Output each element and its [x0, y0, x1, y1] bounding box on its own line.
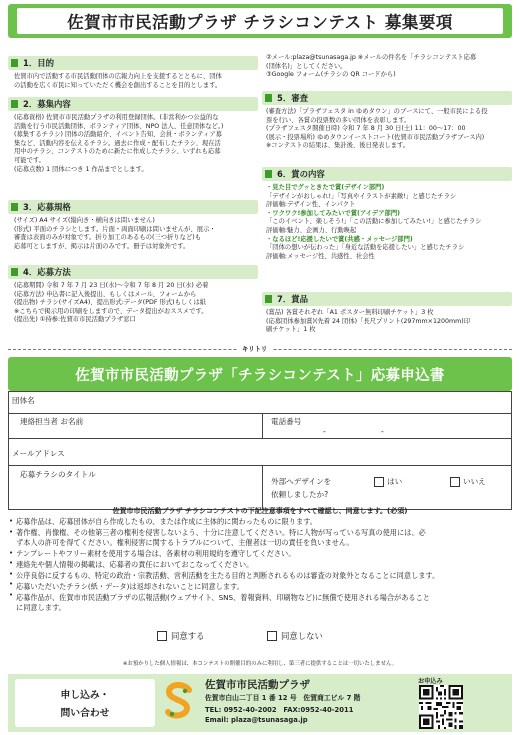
org-name: 佐賀市市民活動プラザ [205, 679, 310, 691]
disagree-checkbox[interactable] [267, 631, 277, 641]
qr-label: お申込み [418, 678, 443, 685]
contact-label-line1: 申し込み・ [60, 690, 110, 701]
agreement-item: 公序良俗に反するもの、特定の政治・宗教活動、営利活動を主たる目的と判断されるものは審査の対象外となることに同意します。 [16, 571, 440, 580]
agreement-item: 応募作品は、応募団体が自ら作成したもの、または作成に主体的に関わったものに限ります。 [16, 517, 317, 526]
org-name-label: 団体名 [12, 396, 35, 405]
flyer-title-field[interactable] [11, 480, 261, 508]
phone-field[interactable] [264, 426, 509, 437]
outsourced-no-checkbox[interactable] [450, 477, 460, 487]
agreement-item: 連絡先や個人情報の掲載は、応募者の責任においておこなってください。 [16, 560, 254, 569]
contact-label-line2: 問い合わせ [60, 708, 110, 719]
yes-label: はい [387, 477, 403, 486]
submission-continued: ②メール:plaza@tsunasaga.jp ※メールの件名を「チラシコンテスト応募 (団体名)」としてください。 ③Google フォーム(チラシの QR コードから) [266, 54, 477, 79]
agree-label: 同意する [171, 631, 205, 641]
contact-box [15, 679, 155, 727]
org-name-field[interactable] [59, 392, 509, 413]
agreement-item: テンプレートやフリー素材を使用する場合は、各素材の利用規約を遵守してください。 [16, 549, 296, 558]
section-method-heading: 4．応募方法 [8, 265, 258, 279]
email-field[interactable] [79, 440, 509, 464]
agreement-item: 応募いただいたチラシ(紙・データ)は返却されないことに同意します。 [16, 582, 244, 591]
section-marker-icon [265, 94, 272, 102]
section-marker-icon [265, 295, 272, 303]
section-purpose-body: 佐賀市内で活動する市民活動団体の広報力向上を支援するとともに、団体 の活動を広く市民に知っていただく機会を創出することを目的とします。 [14, 73, 222, 89]
plaza-logo-icon [163, 682, 195, 722]
address: 佐賀市白山二丁目 1 番 12 号 佐賀商工ビル 7 階 [205, 694, 361, 702]
agreement-item: 著作権、肖像権、その他第三者の権利を侵害しないよう、十分に注意してください。特に人物が写っている写真の使用には、必 ず本人の許可を得てください。権利侵害に関するトラブルについて、主催者は一切の責任を負いません。 [16, 528, 426, 548]
outsourced-yes-checkbox[interactable] [374, 477, 384, 487]
privacy-note: ※お預かりした個人情報は、本コンテストの開催目的のみに利用し、第三者に提供することは一切いたしません。 [122, 661, 398, 667]
section-review-heading: 5．審査 [262, 91, 512, 105]
section-awards-heading: 6．賞の内容 [262, 167, 512, 181]
section-marker-icon [11, 59, 18, 67]
section-marker-icon [11, 268, 18, 276]
section-content-body: (応募資格) 佐賀市市民活動プラザの利用登録団体。(非営利かつ公益的な 活動を行う市民活動団体、ボランティア団体、NPO 法人、任意団体など。) (募集するチラシ) 団体の活動紹介、イベント告知、会員・ボランティア募 集など、活動内容を伝えるチラシ。過去に作成・配布したチラシ、現在活 用中のチラシ、コンテストのために新たに作成したチラシ、いずれも応募 可能です。 (応募点数) 1 団体につき 1 作品までとします。 [14, 114, 224, 173]
agree-checkbox[interactable] [157, 631, 167, 641]
section-prizes-body: (賞品) 各賞それぞれ「A1 ポスター無料印刷チケット」3 枚 (応募団体参加賞)(先着 24 団体)「長尺プリント(297mm×1200mm)印 刷チケット」1 枚 [266, 309, 470, 334]
phone-dash: - [381, 427, 384, 436]
phone-label: 電話番号 [271, 417, 302, 426]
section-spec-heading: 3．応募規格 [8, 200, 258, 214]
email-label: メールアドレス [12, 449, 65, 458]
section-method-body: (応募期間) 令和 7 年 7 月 23 日(水)〜令和 7 年 8 月 20 日(水) 必着 (応募方法) 申込書に記入後提出、もしくはメール、フォームから (提出物) チラシ(サイズA4)、提出形式:データ(PDF 形式)もしくは紙 ※こちらで掲示用の印刷をしますので、データ提出がおススメです。 (提出先) ①持参:佐賀市市民活動プラザ窓口 [14, 282, 209, 324]
section-marker-icon [265, 170, 272, 178]
outsourced-question: 外部へデザインを 依頼しましたか? [271, 477, 332, 499]
section-purpose-heading: 1．目的 [8, 56, 258, 70]
section-review-body: (審査方法)「プラザフェスタ in ゆめタウン」のブースにて、一般市民による投 票を行い、各賞の投票数の多い団体を表彰します。 (プラザフェスタ開催日時) 令和 7 年 8 月 30 日(土) 11：00〜17：00 (展示・投票場所) ゆめタウンイーストコート(佐賀市市民活動プラザブース内) ※コンテストの結果は、集計後、後日発表します。 [266, 108, 488, 150]
section-awards-body: ・見た目でグッときたで賞(デザイン部門) 「デザインがおしゃれ!」「写真やイラストが素敵!」と感じたチラシ 評価軸:デザイン性、インパクト ・ワクワク!参加してみたいで賞(アイデア部門) 「このイベント、楽しそう!」「この活動に参加してみたい!」と感じたチラシ 評価軸:魅力、企画力、行動喚起 ・なるほど!応援したいで賞(共感・メッセージ部門) 「団体の想いが伝わった」「身近な活動を応援したい」と感じたチラシ 評価軸:メッセージ性、共感性、社会性 [266, 184, 482, 260]
contact-name-label: 連絡担当者 お名前 [20, 417, 84, 426]
page-title: 佐賀市市民活動プラザ チラシコンテスト 募集要項 [17, 8, 503, 34]
header-banner [8, 4, 512, 38]
form-title: 佐賀市市民活動プラザ「チラシコンテスト」応募申込書 [75, 367, 445, 384]
flyer-title-label: 応募チラシのタイトル [20, 470, 96, 479]
section-prizes-heading: 7．賞品 [262, 292, 512, 306]
application-form [8, 391, 512, 510]
disagree-label: 同意しない [281, 631, 323, 641]
tel-fax: TEL: 0952-40-2002 FAX:0952-40-2011 [205, 706, 354, 714]
form-banner [8, 357, 512, 391]
section-marker-icon [11, 203, 18, 211]
agreement-heading: 佐賀市市民活動プラザ チラシコンテストの下記注意事項をすべて確認し、同意します。(必須) [112, 507, 408, 515]
qr-code-icon[interactable] [419, 685, 463, 729]
no-label: いいえ [463, 477, 486, 486]
phone-dash: - [323, 427, 326, 436]
bullet-icons: • • • • • • • [9, 517, 14, 599]
section-spec-body: (サイズ) A4 サイズ(縦向き・横向きは問いません) (形式) 平面のチラシとします。片面・両面印刷は問いませんが、展示・ 審査は表面のみが対象です。折り加工のあるもの(三つ折りなど)も 応募可としますが、掲示は片面のみです。冊子は対象外です。 [14, 217, 216, 250]
section-marker-icon [11, 100, 18, 108]
agreement-item: 応募作品が、佐賀市市民活動プラザの広報活動(ウェブサイト、SNS、着報資料、印刷物など)に無償で使用される場合があること に同意します。 [16, 593, 430, 613]
section-content-heading: 2．募集内容 [8, 97, 258, 111]
contact-name-field[interactable] [11, 426, 261, 437]
email-address[interactable]: Email: plaza@tsunasaga.jp [205, 716, 308, 724]
cut-label: キリトリ [237, 344, 272, 353]
